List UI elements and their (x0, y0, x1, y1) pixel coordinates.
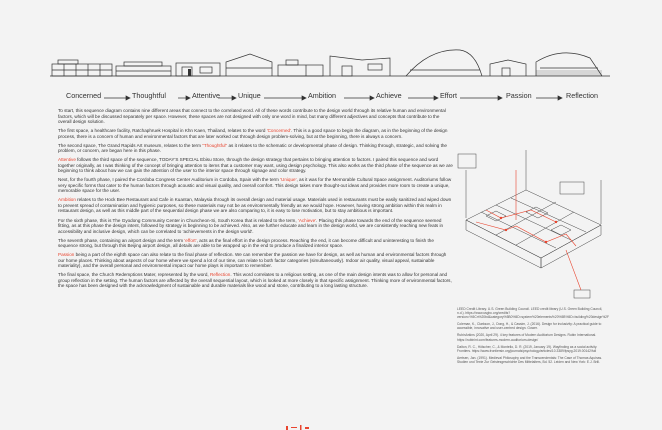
essay-paragraph (58, 128, 453, 139)
sequence-words (58, 91, 618, 105)
word-concerned: Concerned (66, 91, 102, 100)
reference-entry: Coleman, K., Clarkson, J., Dong, H., & Cassim, J. (2016). Design for inclusivity: A practical guide to accessible, innovative and user-centred design. Gower. (457, 322, 602, 331)
essay-paragraph (58, 218, 453, 235)
essay-paragraph (58, 252, 453, 269)
word-unique: Unique (238, 91, 261, 100)
paragraph-text: To start, this sequence diagram contains nine different areas that connect to the correlated word. All of these words contribute to the design world through its relative human and environmental factors, which will be discussed separately per space. However, these spaces are not designed with only one word in mind, but many different adjectives and concepts that contribute to the overall design solution. (58, 108, 446, 124)
highlighted-keyword: Ambition (58, 197, 76, 203)
paragraph-text: being a part of the eighth space can also relate to the final phase of reflection. We can remember the passion we have for design, as well as human and environmental factors through our home places. Thinking about aspects of our home where we spend a lot of our time, can relate to both factor categories (simultaneously). Indoor air quality, visual appeal, sustainable materiality), and the overall personal and environmental impact our home plays is important to remember. (58, 252, 447, 269)
elevation-airport (406, 50, 482, 76)
paragraph-text: For the sixth phase, this is The Gyodong Community Center in Chuncheon-Si, South Korea that is related to the term, (58, 217, 298, 223)
elevation-community-center (330, 56, 390, 76)
essay-paragraph (58, 143, 453, 154)
references-list (457, 307, 610, 367)
word-effort: Effort (440, 91, 458, 100)
elevation-hospital (52, 60, 112, 76)
word-achieve: Achieve (376, 91, 402, 100)
elevation-auditorium (226, 54, 272, 76)
highlighted-keyword: Passion (58, 252, 75, 258)
paragraph-text: Next, for the fourth phase, I paired the Cordoba Congress Center Auditorium in Cordoba, Spain with the term (58, 177, 281, 183)
building-elevations-strip (50, 38, 610, 88)
elevation-store (176, 63, 220, 76)
essay-paragraph (58, 177, 453, 194)
reference-entry: Aertsen, Jan. (1991). Medieval Philosophy and the Transcendentals: The Case of Thomas Aquinas. Studien und Texte Zur Geistesgeschichte Des Mittelalters, Bd. 52. Leiden and New York: E.J. Brill. (457, 355, 603, 364)
essay-paragraph (58, 157, 453, 174)
paragraph-text: , acts as the final effort in the design process. Reaching the end, it can become difficult and uninteresting to finish the sequence strong, but through this Beijing airport design, all details are able to be wrapped up in the end to produce a finalized interior space. (58, 237, 434, 249)
highlighted-keyword: 'Unique' (280, 177, 297, 183)
essay-paragraph (58, 272, 453, 289)
paragraph-text: The seventh phase, containing an airport design and the term (58, 237, 185, 243)
reference-entry: LEED Credit Library. U.S. Green Building Council. LEED credit library (U.S. Green Building Council, n.d.). https://www.usgbc.org/credits?version=%5Cn%20bd&category%5B0%5D=system%20elements%20%5B%5D=building%20design%2F (457, 307, 610, 320)
isometric-floorplan-diagram (456, 150, 611, 300)
elevation-art-museum (116, 62, 171, 76)
word-thoughtful: Thoughtful (132, 91, 166, 100)
word-reflection: Reflection (566, 91, 598, 100)
essay-body (58, 108, 453, 292)
paragraph-text: . Placing this phase towards the end of the sequence seemed fitting, as at this phase the design intent, followed by strategy is beginning to be achieved. Also, as we further educate and learn in the design world, we are consistently reaching new feats in accessibility and inclusive design, which can be correlated to 'achievements in the design world'. (58, 217, 444, 234)
paragraph-text: The first space, a healthcare facility, Ratchaphruek Hospital in Khn Kaen, Thailand, relates to the word (58, 128, 267, 134)
word-attentive: Attentive (192, 91, 220, 100)
essay-paragraph (58, 108, 453, 125)
paragraph-text: . This word correlates to a religious setting, as one of the main design intents was to allow for personal and group reflection in the setting. The human factors are affected by the overall sequential layout, which is looked at more closely in that specific assignment. Thinking more of environmental factors, the space has been designed with the acknowledgment of sustainable and durable materials like wood and stone, contributing to a long lasting structure. (58, 272, 452, 289)
highlighted-keyword: "Thoughtful" (202, 142, 228, 148)
paragraph-text: . This is a good space to begin the diagram, as in the beginning of the design process, there is a concern of human and environmental factors that are later worked out through design problem-solving, but at the beginning, there is always a concern. (58, 128, 448, 139)
paragraph-text: as it relates to the schematic or developmental phase of design. Thinking through, strategic, and solving the problem, or concern, are began here in this phase. (58, 142, 447, 154)
elevation-restaurant (278, 60, 323, 76)
elevation-home (490, 60, 526, 76)
paragraph-text: follows the third space of the sequence, TODAY'S SPECIAL Ebisu Store, through the design strategy that pertains to bringing attention to factors. I paired this sequence and word together originally, as I was thinking of the concept of bringing attention to items that a customer may want, using design psychology. This also works as the third phase of the sequence as we are beginning to think about how we can gain the attention of the user to the interior space through signage and color strategy. (58, 157, 453, 174)
word-passion: Passion (506, 91, 532, 100)
highlighted-keyword: Reflection (209, 272, 231, 278)
bottom-accent-mark (282, 425, 312, 430)
reference-entry: Dalton, R. C., Hölscher, C., & Montello, D. R. (2019, January 19). Wayfinding as a social activity. Frontiers. https://www.frontiersin.org/journals/psychology/articles/10.3389/fpsyg.2019.00142/full (457, 344, 598, 353)
paragraph-text: The final space, the Church Redemptions Mater, represented by the word, (58, 272, 210, 278)
highlighted-keyword: 'effort' (184, 237, 197, 243)
highlighted-keyword: 'Concerned' (266, 128, 291, 134)
highlighted-keyword: 'Achieve' (297, 217, 317, 223)
essay-paragraph (58, 238, 453, 249)
reference-entry: RubinArkins (2020, April 29). 4 key features of Modern Auditorium Designs. Rubin International. https://rubinint.com/features-modern-auditorium-design/ (457, 333, 597, 342)
paragraph-text: , as it was for the Memorable Cultural Space assignment. Auditoriums follow very specific forms that cater to the human factors through acoustic and visual quality, and overall comfort. This design takes more thought-out ideas and provides more room to create a unique, memorable space for the user. (58, 177, 452, 194)
word-ambition: Ambition (308, 91, 336, 100)
paragraph-text: relates to the Hock Bee Restaurant and Cafe in Kuantan, Malaysia through its overall design and material usage. Materials used in restaurants must be easily sanitized and wiped down to prevent spread of contamination and hygienic purposes, so these materials may not be as environmentally friendly as we would hope. However, having strong ambition within this realm in restaurant design, as well as this middle part of the sequential design phase we are also comparing to, it is easy to lose motivation, but to stay ambitious is important. (58, 197, 452, 214)
essay-paragraph (58, 197, 453, 214)
paragraph-text: The second space, The Grand Rapids Art museum, relates to the term (58, 142, 203, 148)
highlighted-keyword: Attentive (58, 157, 76, 163)
